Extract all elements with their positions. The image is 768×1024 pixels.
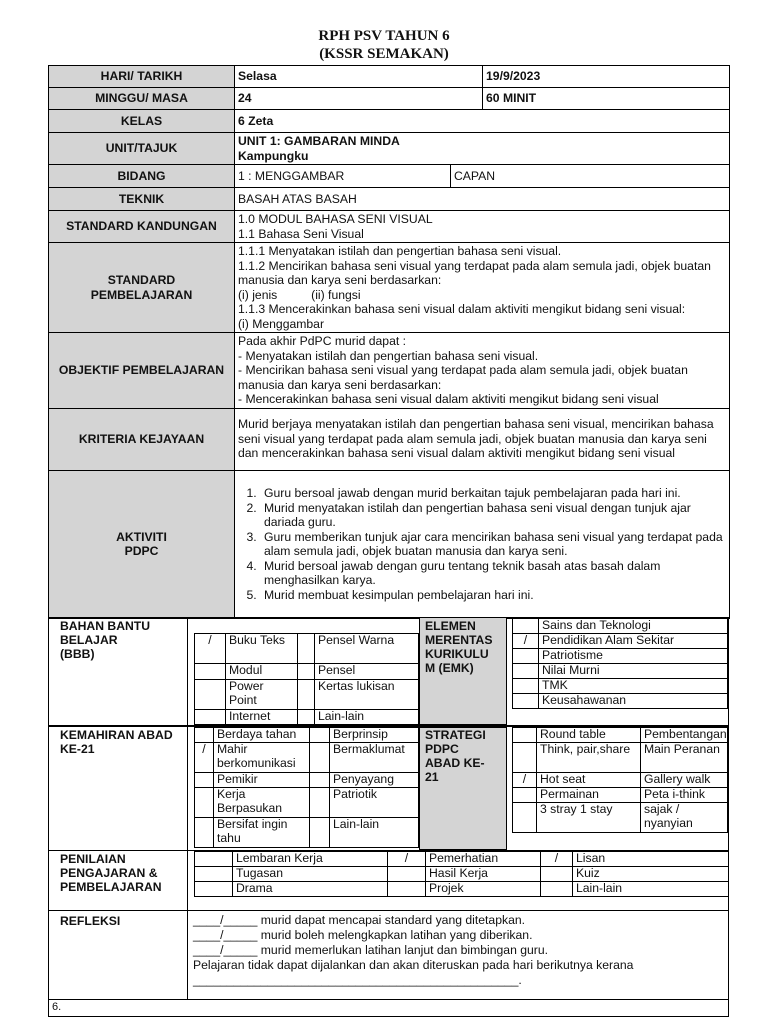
strategi-label-4: 21 <box>425 770 439 784</box>
abad-tick[interactable] <box>195 728 214 743</box>
abad-item: Kerja Berpasukan <box>214 788 310 818</box>
bbb-label-3: (BBB) <box>60 647 95 661</box>
strategi-item: Gallery walk <box>641 773 728 788</box>
sp-label-1: STANDARD <box>107 273 176 287</box>
strategi-tick[interactable] <box>513 728 537 743</box>
penilaian-label-2: PENGAJARAN & <box>60 866 158 880</box>
page-number: 6. <box>52 1001 62 1013</box>
bbb-label <box>56 618 194 662</box>
emk-item: TMK <box>539 679 728 694</box>
rph-main-table <box>48 65 730 619</box>
penilaian-tick[interactable] <box>195 852 233 867</box>
sk-line-1: 1.0 MODUL BAHASA SENI VISUAL <box>238 212 433 226</box>
strategi-item: Peta i-think <box>641 788 728 803</box>
emk-tick[interactable] <box>513 619 539 634</box>
abad-tick[interactable] <box>310 743 330 773</box>
penilaian-item: Tugasan <box>233 867 388 882</box>
sp-label <box>49 243 235 333</box>
refleksi-content <box>193 913 725 988</box>
bbb-item: Pensel <box>315 664 419 680</box>
teknik-value: BASAH ATAS BASAH <box>235 188 730 211</box>
sp-label-2: PEMBELAJARAN <box>90 287 193 302</box>
abad-item: Bersifat ingin tahu <box>214 818 310 848</box>
strategi-item: 3 stray 1 stay <box>537 803 641 833</box>
kelas-label: KELAS <box>49 110 235 133</box>
section-divider <box>48 910 729 911</box>
hari-value: Selasa <box>235 66 483 88</box>
sp-line: 1.1.3 Mencerakinkan bahasa seni visual dalam aktiviti mengikut bidang seni visual: <box>238 302 686 316</box>
penilaian-tick[interactable] <box>388 867 426 882</box>
abad-tick[interactable]: / <box>195 743 214 773</box>
abad-tick[interactable] <box>310 773 330 788</box>
strategi-item: Main Peranan <box>641 743 728 773</box>
bidang-label: BIDANG <box>49 165 235 188</box>
aktiviti-label-1: AKTIVITI <box>116 529 167 544</box>
bbb-tick[interactable] <box>298 634 315 664</box>
penilaian-tick[interactable] <box>195 867 233 882</box>
bbb-item: Pensel Warna <box>315 634 419 664</box>
emk-tick[interactable] <box>513 694 539 709</box>
strategi-label-2: PDPC <box>425 742 459 756</box>
sp-line: 1.1.1 Menyatakan istilah dan pengertian bahasa seni visual. <box>238 244 562 258</box>
abad-tick[interactable] <box>195 773 214 788</box>
strategi-tick[interactable] <box>513 743 537 773</box>
emk-label-3: KURIKULU <box>425 647 489 661</box>
strategi-tick[interactable] <box>513 788 537 803</box>
teknik-label: TEKNIK <box>49 188 235 211</box>
aktiviti-item: 4. Murid bersoal jawab dengan guru tentang teknik basah atas basah dalam menghasilkan karya. <box>260 559 726 588</box>
penilaian-table <box>194 851 729 897</box>
abad-item: Pemikir <box>214 773 310 788</box>
strategi-label-3: ABAD KE- <box>425 756 485 770</box>
aktiviti-label-2: PDPC <box>124 544 159 558</box>
emk-item: Pendidikan Alam Sekitar <box>539 634 728 649</box>
unit-line-1: UNIT 1: GAMBARAN MINDA <box>238 134 400 148</box>
bbb-tick[interactable] <box>195 664 226 680</box>
abad-label-2: KE-21 <box>60 742 95 756</box>
strategi-item: sajak / nyanyian <box>641 803 728 833</box>
refleksi-line: ____/_____ murid boleh melengkapkan latihan yang diberikan. <box>193 928 533 942</box>
emk-table <box>512 618 728 709</box>
bbb-tick[interactable] <box>195 710 226 725</box>
op-line: - Mencerakinkan bahasa seni visual dalam aktiviti mengikut bidang seni visual <box>238 392 659 406</box>
abad-item: Penyayang <box>330 773 419 788</box>
kk-label: KRITERIA KEJAYAAN <box>49 408 235 470</box>
op-line: - Menyatakan istilah dan pengertian bahasa seni visual. <box>238 348 539 363</box>
bbb-tick[interactable] <box>298 680 315 710</box>
aktiviti-item: 3. Guru memberikan tunjuk ajar cara mencirikan bahasa seni visual yang terdapat pada alam semula jadi, objek buatan manusia dan karya seni. <box>260 530 726 559</box>
penilaian-tick[interactable]: / <box>541 852 573 867</box>
op-value <box>235 333 730 409</box>
penilaian-item: Lembaran Kerja <box>233 852 388 867</box>
penilaian-item: Drama <box>233 882 388 897</box>
unit-value <box>235 133 730 165</box>
bbb-tick[interactable] <box>298 710 315 725</box>
abad-table <box>194 727 419 848</box>
emk-item: Sains dan Teknologi <box>539 619 728 634</box>
emk-tick[interactable] <box>513 649 539 664</box>
sk-value <box>235 211 730 243</box>
bidang-extra: CAPAN <box>451 165 730 188</box>
abad-item: Lain-lain <box>330 818 419 848</box>
aktiviti-item: 2. Murid menyatakan istilah dan pengertian bahasa seni visual dengan tunjuk ajar dariada guru. <box>260 501 726 530</box>
hari-label: HARI/ TARIKH <box>49 66 235 88</box>
kelas-value: 6 Zeta <box>235 110 730 133</box>
bbb-tick[interactable]: / <box>195 634 226 664</box>
abad-tick[interactable] <box>310 818 330 848</box>
bbb-tick[interactable] <box>195 680 226 710</box>
emk-tick[interactable] <box>513 679 539 694</box>
abad-item: Berprinsip <box>330 728 419 743</box>
lower-label-divider <box>187 617 188 1000</box>
sp-line: (i) jenis (ii) fungsi <box>238 287 361 302</box>
penilaian-tick[interactable] <box>541 882 573 897</box>
penilaian-tick[interactable]: / <box>388 852 426 867</box>
abad-tick[interactable] <box>310 728 330 743</box>
abad-item: Berdaya tahan <box>214 728 310 743</box>
bbb-table <box>194 633 419 725</box>
bbb-item: Lain-lain <box>315 710 419 725</box>
refleksi-line: ________________________________________________. <box>193 973 522 987</box>
bbb-item: Modul <box>226 664 298 680</box>
strategi-item: Hot seat <box>537 773 641 788</box>
aktiviti-item: 5. Murid membuat kesimpulan pembelajaran hari ini. <box>260 588 726 603</box>
abad-label-1: KEMAHIRAN ABAD <box>60 728 173 742</box>
bbb-item: Buku Teks <box>226 634 298 664</box>
tarikh-value: 19/9/2023 <box>483 66 730 88</box>
emk-item: Nilai Murni <box>539 664 728 679</box>
strategi-item: Permainan <box>537 788 641 803</box>
sp-line: 1.1.2 Mencirikan bahasa seni visual yang terdapat pada alam semula jadi, objek buatan manusia dan karya seni berdasarkan: <box>238 258 711 287</box>
abad-item: Mahir berkomunikasi <box>214 743 310 773</box>
bbb-item: Kertas lukisan <box>315 680 419 710</box>
bbb-label-1: BAHAN BANTU <box>60 619 151 633</box>
op-line: - Mencirikan bahasa seni visual yang terdapat pada alam semula jadi, objek buatan manusia dan karya seni berdasarkan: <box>238 363 688 392</box>
penilaian-tick[interactable] <box>388 882 426 897</box>
abad-item: Patriotik <box>330 788 419 818</box>
penilaian-label-3: PEMBELAJARAN <box>60 880 162 894</box>
penilaian-item: Hasil Kerja <box>426 867 541 882</box>
penilaian-item: Lisan <box>573 852 729 867</box>
unit-line-2: Kampungku <box>238 148 309 163</box>
emk-label-1: ELEMEN <box>425 619 476 633</box>
refleksi-label: REFLEKSI <box>60 914 121 928</box>
penilaian-item: Lain-lain <box>573 882 729 897</box>
emk-label <box>421 618 513 676</box>
minggu-value: 24 <box>235 88 483 110</box>
kk-value: Murid berjaya menyatakan istilah dan pengertian bahasa seni visual, mencirikan bahasa seni visual yang terdapat pada alam semula jadi, objek buatan manusia dan karya seni dan mencerakinkan bahasa seni visual dalam aktiviti mengikut bidang seni visual <box>235 408 730 470</box>
unit-label: UNIT/TAJUK <box>49 133 235 165</box>
penilaian-item: Pemerhatian <box>426 852 541 867</box>
penilaian-label-1: PENILAIAN <box>60 852 126 866</box>
aktiviti-label <box>49 470 235 618</box>
emk-label-2: MERENTAS <box>425 633 493 647</box>
abad-tick[interactable] <box>195 818 214 848</box>
penilaian-label <box>56 851 194 895</box>
emk-tick[interactable]: / <box>513 634 539 649</box>
emk-item: Keusahawanan <box>539 694 728 709</box>
emk-tick[interactable] <box>513 664 539 679</box>
strategi-tick[interactable] <box>513 803 537 833</box>
sk-label: STANDARD KANDUNGAN <box>49 211 235 243</box>
aktiviti-list <box>238 486 726 602</box>
emk-item: Patriotisme <box>539 649 728 664</box>
abad-label <box>56 727 194 757</box>
masa-value: 60 MINIT <box>483 88 730 110</box>
penilaian-tick[interactable] <box>195 882 233 897</box>
title-line-2: (KSSR SEMAKAN) <box>319 46 449 62</box>
abad-item: Bermaklumat <box>330 743 419 773</box>
sp-line: (i) Menggambar <box>238 316 325 331</box>
bbb-item: Power Point <box>226 680 298 710</box>
abad-tick[interactable] <box>310 788 330 818</box>
emk-label-4: M (EMK) <box>425 661 474 675</box>
strategi-item: Round table <box>537 728 641 743</box>
strategi-tick[interactable]: / <box>513 773 537 788</box>
abad-tick[interactable] <box>195 788 214 818</box>
minggu-label: MINGGU/ MASA <box>49 88 235 110</box>
footer-divider <box>48 999 729 1000</box>
strategi-table <box>512 727 728 833</box>
aktiviti-value <box>235 470 730 618</box>
refleksi-line: Pelajaran tidak dapat dijalankan dan akan diteruskan pada hari berikutnya kerana <box>193 958 634 972</box>
strategi-label <box>421 727 513 785</box>
penilaian-item: Projek <box>426 882 541 897</box>
sk-line-2: 1.1 Bahasa Seni Visual <box>238 226 364 241</box>
refleksi-line: ____/_____ murid memerlukan latihan lanjut dan bimbingan guru. <box>193 943 549 957</box>
strategi-label-1: STRATEGI <box>425 728 486 742</box>
op-label: OBJEKTIF PEMBELAJARAN <box>49 333 235 409</box>
penilaian-item: Kuiz <box>573 867 729 882</box>
bbb-label-2: BELAJAR <box>60 633 118 647</box>
op-line: Pada akhir PdPC murid dapat : <box>238 334 407 348</box>
bbb-tick[interactable] <box>298 664 315 680</box>
title-line-1: RPH PSV TAHUN 6 <box>318 28 450 44</box>
aktiviti-item: 1. Guru bersoal jawab dengan murid berkaitan tajuk pembelajaran pada hari ini. <box>260 486 726 501</box>
bidang-value: 1 : MENGGAMBAR <box>235 165 451 188</box>
sp-value <box>235 243 730 333</box>
penilaian-tick[interactable] <box>541 867 573 882</box>
refleksi-line: ____/_____ murid dapat mencapai standard yang ditetapkan. <box>193 913 526 927</box>
bbb-item: Internet <box>226 710 298 725</box>
strategi-item: Think, pair,share <box>537 743 641 773</box>
strategi-item: Pembentangan <box>641 728 728 743</box>
